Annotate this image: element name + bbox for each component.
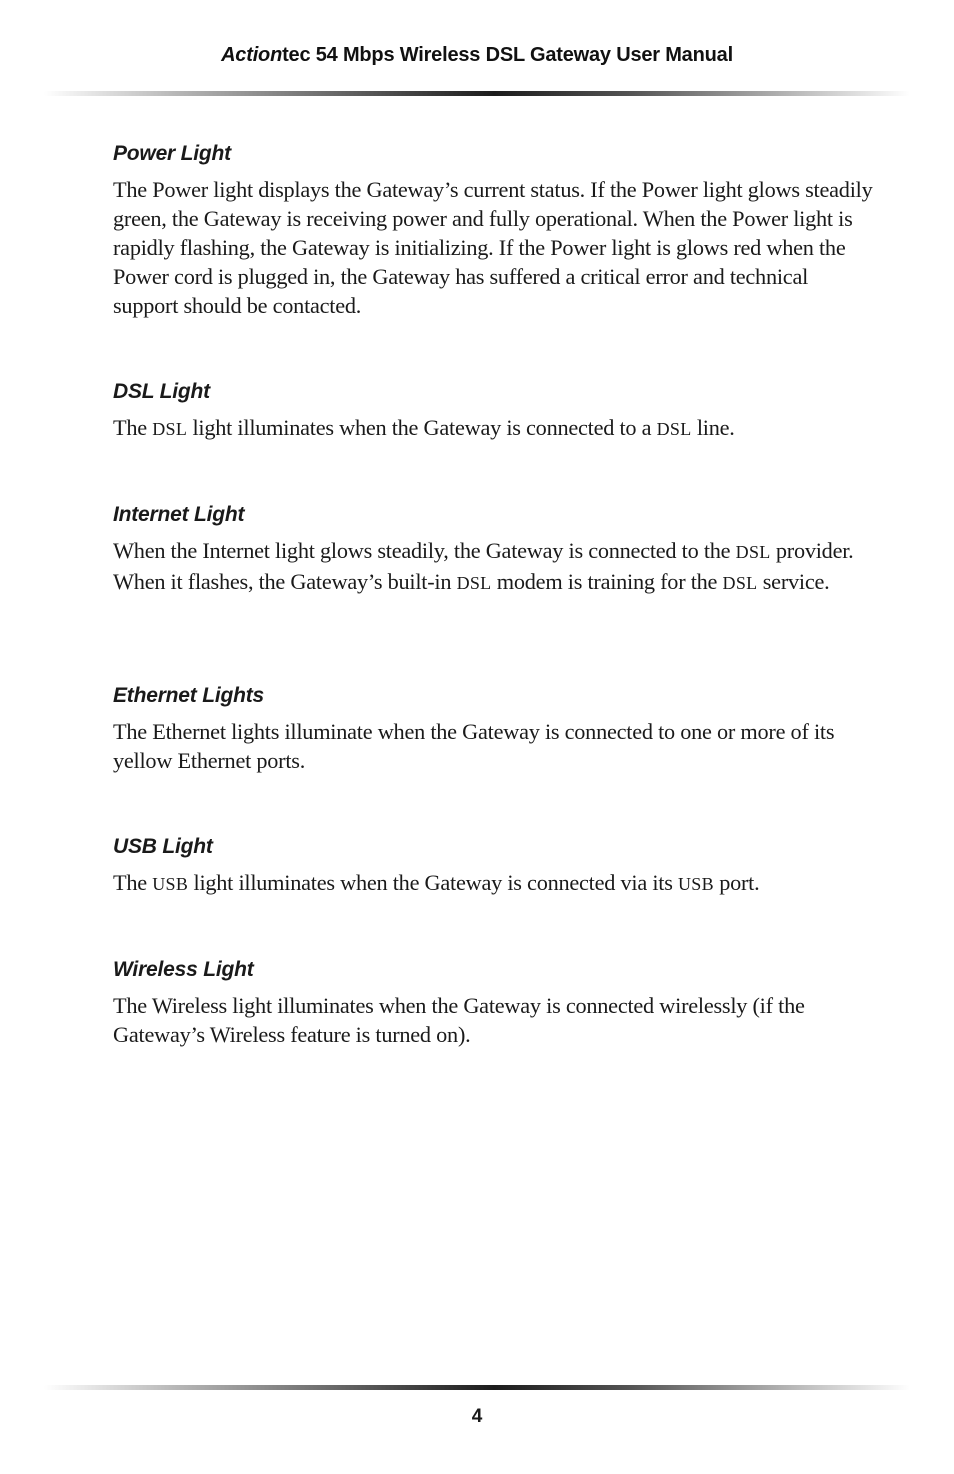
abbr: DSL (656, 419, 692, 439)
header-brand: Action (221, 44, 283, 66)
abbr: USB (152, 874, 189, 894)
text-run: service. (757, 569, 830, 594)
section-title: USB Light (113, 835, 213, 858)
section-body (113, 413, 873, 444)
abbr: DSL (456, 573, 492, 593)
section-body: The Power light displays the Gateway’s current status. If the Power light glows steadily green, the Gateway is receiving power and fully operational. When the Power light is rapidly flashing, the Gateway is initializing. If the Power light is glows red when the Power cord is plugged in, the Gateway has suffered a critical error and technical support should be contacted. (113, 177, 873, 318)
text-run: line. (691, 415, 735, 440)
text-run: The (113, 870, 153, 895)
header-rule (44, 91, 910, 96)
section-body (113, 536, 873, 598)
page-number: 4 (471, 1406, 483, 1427)
section-body (113, 868, 873, 899)
footer-rule (44, 1385, 910, 1390)
text-run: The (113, 415, 153, 440)
abbr: USB (677, 874, 714, 894)
section-title: Internet Light (113, 503, 245, 526)
text-run: modem is training for the (491, 569, 723, 594)
header-title: tec 54 Mbps Wireless DSL Gateway User Manual (282, 44, 733, 66)
section-dsl-light (113, 380, 873, 444)
section-usb-light (113, 835, 873, 899)
section-internet-light (113, 503, 873, 598)
abbr: DSL (722, 573, 758, 593)
section-power-light (113, 142, 873, 320)
text-run: port. (713, 870, 760, 895)
page-header (0, 44, 954, 67)
section-title: DSL Light (113, 380, 210, 403)
section-title: Power Light (113, 142, 231, 165)
abbr: DSL (735, 542, 771, 562)
section-body: The Ethernet lights illuminate when the Gateway is connected to one or more of its yellow Ethernet ports. (113, 719, 835, 773)
section-ethernet-lights (113, 684, 873, 775)
text-run: light illuminates when the Gateway is connected via its (188, 870, 678, 895)
section-body: The Wireless light illuminates when the Gateway is connected wirelessly (if the Gateway’s Wireless feature is turned on). (113, 993, 805, 1047)
section-wireless-light (113, 958, 873, 1049)
abbr: DSL (152, 419, 188, 439)
text-run: When the Internet light glows steadily, the Gateway is connected to the (113, 538, 736, 563)
section-title: Ethernet Lights (113, 684, 265, 707)
text-run: provider. When it flashes, the Gateway’s built-in (113, 538, 854, 594)
text-run: light illuminates when the Gateway is connected to a (187, 415, 657, 440)
section-title: Wireless Light (113, 958, 254, 981)
